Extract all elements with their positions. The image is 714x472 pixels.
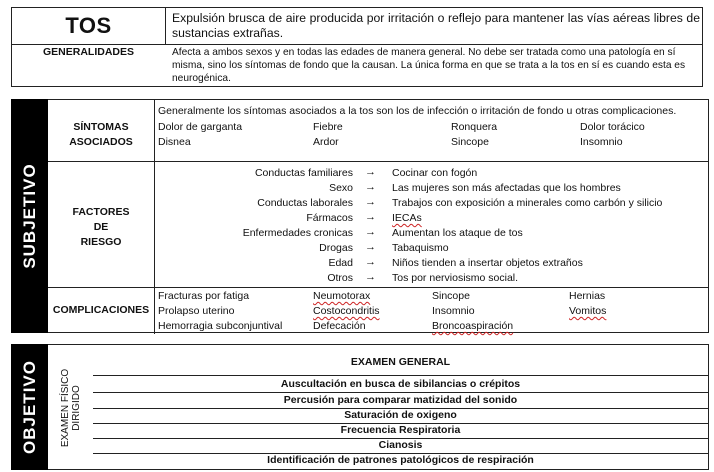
factor-name: Fármacos [306,212,353,224]
factor-name: Drogas [319,242,353,254]
examen-dirigido-label [48,345,93,471]
exam-item: Identificación de patrones patológicos de respiración [267,454,534,466]
complicacion-item: Prolapso uterino [158,305,235,317]
factores-label-line: FACTORES [72,206,130,218]
subjetivo-label: SUBJETIVO [19,163,39,269]
complicacion-item: Defecación [313,320,366,332]
factores-label [48,205,154,250]
sintomas-label-line: SÍNTOMAS [73,121,129,133]
arrow-icon: → [365,166,376,178]
sintoma-item: Ardor [313,136,339,148]
complicacion-item: Neumotorax [313,290,371,302]
tos-title: TOS [65,13,112,38]
complicacion-item: Insomnio [432,305,475,317]
factor-name: Sexo [329,182,353,194]
divider [48,287,708,288]
divider [48,161,708,162]
sintomas-label-line: ASOCIADOS [69,136,133,148]
factor-desc: Las mujeres son más afectadas que los hombres [392,182,621,194]
factor-name-text: Enfermedades cronicas [242,227,353,239]
factores-label-line: DE [93,221,109,233]
objetivo-section [11,344,709,470]
sintomas-label [48,120,154,150]
complicacion-item: Vomitos [569,305,607,317]
divider [165,8,166,44]
arrow-icon: → [365,241,376,253]
factor-desc: Aumentan los ataque de tos [392,227,523,239]
sintoma-item: Fiebre [313,121,343,133]
generalidades-label: GENERALIDADES [42,46,134,58]
sintoma-item: Insomnio [580,136,623,148]
sintomas-intro: Generalmente los síntomas asociados a la tos son los de infección o irritación de fondo u otras complicaciones. [158,105,677,117]
factores-label-line: RIESGO [80,236,122,248]
exam-item: Saturación de oxigeno [344,409,457,421]
complicacion-item: Sincope [432,290,470,302]
subjetivo-section [11,99,709,333]
factor-desc: IECAs [392,212,422,224]
exam-item-text: Auscultación en busca de sibilancias o crépitos [280,378,521,390]
sintoma-item: Sincope [451,136,489,148]
examen-dirigido-line: DIRIGIDO [70,385,82,431]
subjetivo-table [48,99,709,333]
divider [93,375,708,376]
examen-dirigido-line: EXAMEN FÍSICO [59,368,71,448]
divider [12,44,702,45]
factor-name: Conductas laborales [257,197,353,209]
exam-item: Frecuencia Respiratoria [340,424,461,436]
factor-desc: Cocinar con fogón [392,167,478,179]
exam-item [93,378,708,390]
complicacion-item: Fracturas por fatiga [158,290,250,302]
arrow-icon: → [365,181,376,193]
exam-item: Cianosis [378,439,423,451]
subjetivo-sidebar [11,99,48,333]
examen-general-title: EXAMEN GENERAL [350,356,451,368]
factor-desc: Niños tienden a insertar objetos extraños [392,257,583,269]
arrow-icon: → [365,271,376,283]
tos-header-table [11,7,703,87]
arrow-icon: → [365,196,376,208]
generalidades-text: Afecta a ambos sexos y en todas las edades de manera general. No debe ser tratada como una patología en sí misma, sino los síntomas de fondo que la causan. La única forma en que se trata a la tos en sí es cuando esta es neurogénica. [172,47,686,84]
sintoma-item: Dolor torácico [580,121,645,133]
factor-name [153,227,353,239]
sintoma-item: Dolor de garganta [158,121,243,133]
objetivo-label: OBJETIVO [19,360,39,454]
factor-desc: Trabajos con exposición a minerales como carbón y silicio [392,197,663,209]
arrow-icon: → [365,256,376,268]
objetivo-table [48,344,709,470]
complicacion-item: Costocondritis [313,305,380,317]
exam-item: Percusión para comparar matizidad del sonido [283,394,518,406]
arrow-icon: → [365,226,376,238]
factor-desc: Tos por nerviosismo social. [392,272,519,284]
sintoma-item: Disnea [158,136,191,148]
objetivo-sidebar [11,344,48,470]
tos-definition: Expulsión brusca de aire producida por irritación o reflejo para mantener las vías aéreas libres de sustancias extrañas. [172,11,700,40]
factor-name: Edad [328,257,353,269]
sintoma-item: Ronquera [451,121,498,133]
complicacion-item: Hernias [569,290,606,302]
complicaciones-label: COMPLICACIONES [52,304,150,316]
factor-desc: Tabaquismo [392,242,449,254]
complicacion-item: Broncoaspiración [432,320,514,332]
divider [93,392,708,393]
factor-name: Conductas familiares [254,167,353,179]
arrow-icon: → [365,211,376,223]
factor-name: Otros [327,272,353,284]
complicacion-item: Hemorragia subconjuntival [158,320,283,332]
